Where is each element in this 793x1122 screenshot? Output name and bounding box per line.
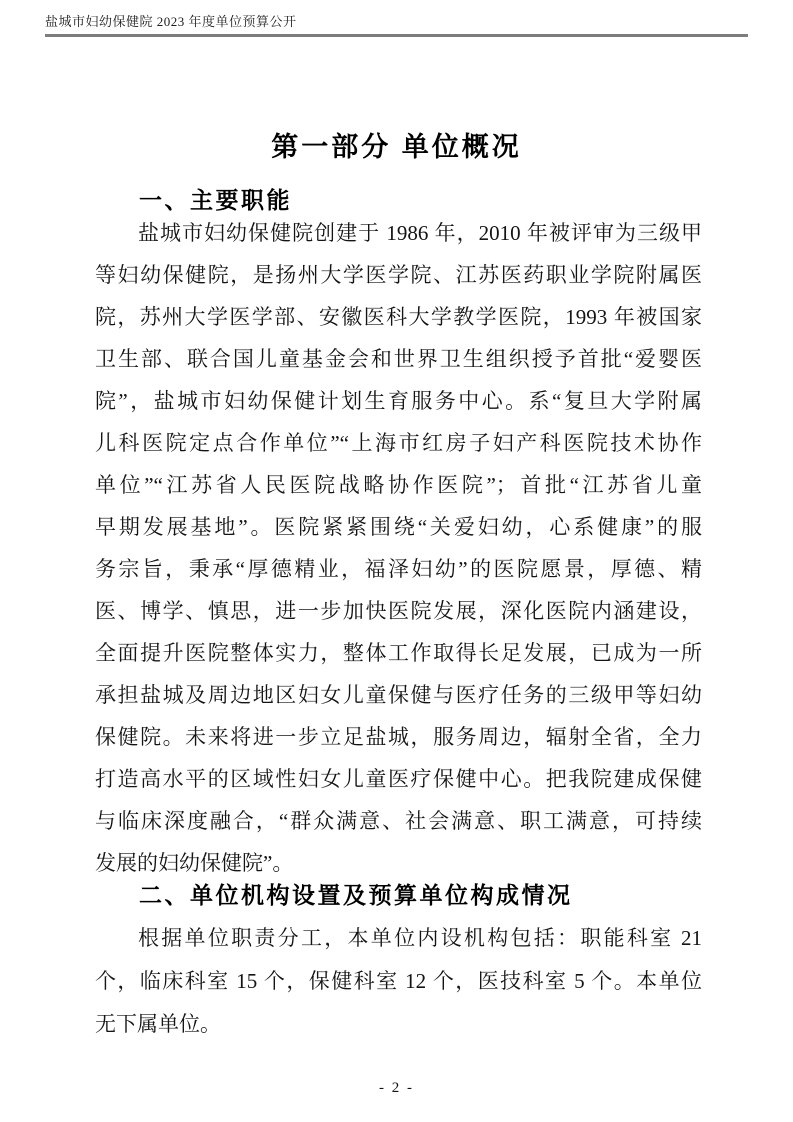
body-line: 盐城市妇幼保健院创建于 1986 年，2010 年被评审为三级甲: [138, 221, 702, 245]
section-heading-1: 一、主要职能: [139, 187, 292, 213]
body-line: 卫生部、联合国儿童基金会和世界卫生组织授予首批“爱婴医: [95, 347, 702, 371]
body-line: 承担盐城及周边地区妇女儿童保健与医疗任务的三级甲等妇幼: [95, 683, 702, 707]
body-line: 打造高水平的区域性妇女儿童医疗保健中心。把我院建成保健: [95, 767, 702, 791]
body-line: 单位”“江苏省人民医院战略协作医院”；首批“江苏省儿童: [95, 473, 702, 497]
body-line: 院”，盐城市妇幼保健计划生育服务中心。系“复旦大学附属: [95, 389, 702, 413]
page-header: 盐城市妇幼保健院 2023 年度单位预算公开: [45, 11, 748, 37]
body-line: 全面提升医院整体实力，整体工作取得长足发展，已成为一所: [95, 641, 702, 665]
body-line: 务宗旨，秉承“厚德精业，福泽妇幼”的医院愿景，厚德、精: [95, 557, 702, 581]
section-heading-2: 二、单位机构设置及预算单位构成情况: [139, 882, 573, 908]
body-line: 儿科医院定点合作单位”“上海市红房子妇产科医院技术协作: [95, 431, 702, 455]
body-line: 医、博学、慎思，进一步加快医院发展，深化医院内涵建设，: [95, 599, 702, 623]
paragraph-2: [95, 917, 702, 1046]
body-line: 保健院。未来将进一步立足盐城，服务周边，辐射全省，全力: [95, 725, 702, 749]
body-line: 无下属单位。: [95, 1012, 221, 1036]
body-line: 根据单位职责分工，本单位内设机构包括：职能科室 21: [138, 926, 702, 950]
page-title: 第一部分 单位概况: [271, 132, 522, 162]
page-number: - 2 -: [379, 1080, 414, 1096]
body-line: 院，苏州大学医学部、安徽医科大学教学医院，1993 年被国家: [95, 305, 702, 329]
body-line: 发展的妇幼保健院”。: [95, 851, 294, 875]
paragraph-1: [95, 212, 702, 884]
body-line: 与临床深度融合，“群众满意、社会满意、职工满意，可持续: [95, 809, 702, 833]
body-line: 等妇幼保健院，是扬州大学医学院、江苏医药职业学院附属医: [95, 263, 702, 287]
body-line: 个，临床科室 15 个，保健科室 12 个，医技科室 5 个。本单位: [95, 969, 702, 993]
body-line: 早期发展基地”。医院紧紧围绕“关爱妇幼，心系健康”的服: [95, 515, 702, 539]
